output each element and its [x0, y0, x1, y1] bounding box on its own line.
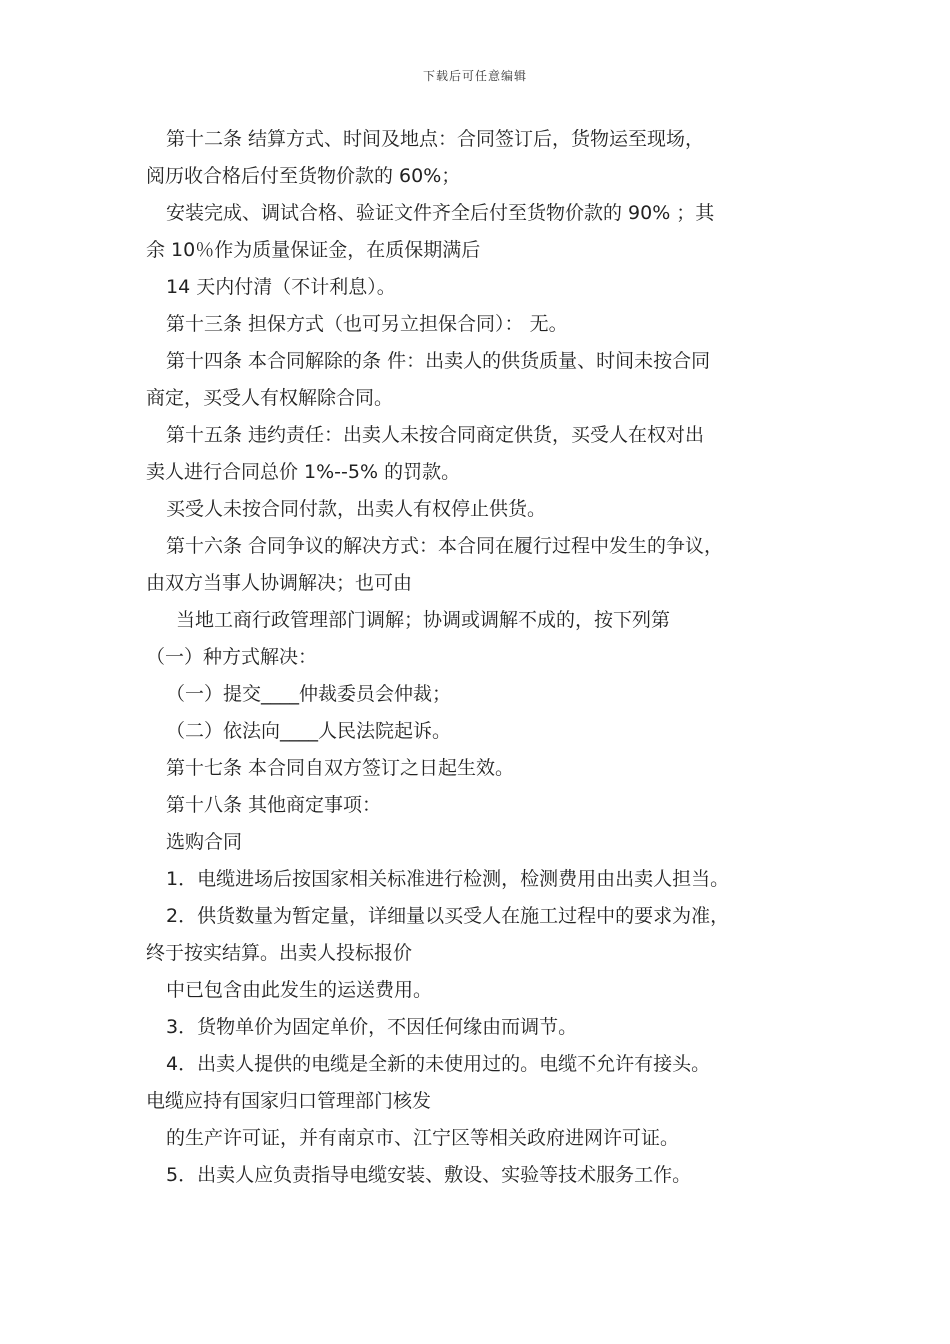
- clause-15-line-3: 买受人未按合同付款，出卖人有权停止供货。: [166, 498, 547, 520]
- clause-16-line-2: 由双方当事人协调解决；也可由: [146, 572, 413, 594]
- clause-15-line-1: 第十五条 违约责任：出卖人未按合同商定供货，买受人在权对出: [166, 424, 705, 446]
- clause-15-line-2: 卖人进行合同总价 1%--5% 的罚款。: [146, 461, 461, 483]
- clause-16-line-4: （一）种方式解决：: [146, 646, 318, 668]
- item-4-line-3: 的生产许可证，并有南京市、江宁区等相关政府进网许可证。: [166, 1127, 680, 1149]
- document-body: [146, 121, 816, 1194]
- dispute-option-1: （一）提交____仲裁委员会仲裁；: [166, 683, 452, 705]
- item-4-line-2: 电缆应持有国家归口管理部门核发: [146, 1090, 432, 1112]
- item-2-line-2: 终于按实结算。出卖人投标报价: [146, 942, 413, 964]
- payment-line-1: 安装完成、调试合格、验证文件齐全后付至货物价款的 90% ；其: [166, 202, 715, 224]
- dispute-option-2: （二）依法向____人民法院起诉。: [166, 720, 452, 742]
- item-4-line-1: 4．出卖人提供的电缆是全新的未使用过的。电缆不允许有接头。: [166, 1053, 711, 1075]
- item-2-line-3: 中已包含由此发生的运送费用。: [166, 979, 433, 1001]
- clause-14-line-2: 商定，买受人有权解除合同。: [146, 387, 394, 409]
- item-5: 5．出卖人应负责指导电缆安装、敷设、实验等技术服务工作。: [166, 1164, 692, 1186]
- clause-14-line-1: 第十四条 本合同解除的条 件：出卖人的供货质量、时间未按合同: [166, 350, 711, 372]
- payment-line-3: 14 天内付清（不计利息）。: [166, 276, 396, 298]
- item-1: 1．电缆进场后按国家相关标准进行检测，检测费用由出卖人担当。: [166, 868, 730, 890]
- section-title: 选购合同: [166, 831, 243, 853]
- item-2-line-1: 2．供货数量为暂定量，详细量以买受人在施工过程中的要求为准，: [166, 905, 730, 927]
- clause-18: 第十八条 其他商定事项：: [166, 794, 382, 816]
- payment-line-2: 余 10％作为质量保证金，在质保期满后: [146, 239, 481, 261]
- clause-16-line-1: 第十六条 合同争议的解决方式：本合同在履行过程中发生的争议，: [166, 535, 724, 557]
- clause-13: 第十三条 担保方式（也可另立担保合同）： 无。: [166, 313, 568, 335]
- clause-12-line-1: 第十二条 结算方式、时间及地点：合同签订后，货物运至现场，: [166, 128, 705, 150]
- item-3: 3．货物单价为固定单价，不因任何缘由而调节。: [166, 1016, 578, 1038]
- clause-17: 第十七条 本合同自双方签订之日起生效。: [166, 757, 515, 779]
- clause-12-line-2: 阅历收合格后付至货物价款的 60%；: [146, 165, 461, 187]
- page-header: 下载后可任意编辑: [422, 69, 527, 83]
- clause-16-line-3: 当地工商行政管理部门调解；协调或调解不成的，按下列第: [176, 609, 671, 631]
